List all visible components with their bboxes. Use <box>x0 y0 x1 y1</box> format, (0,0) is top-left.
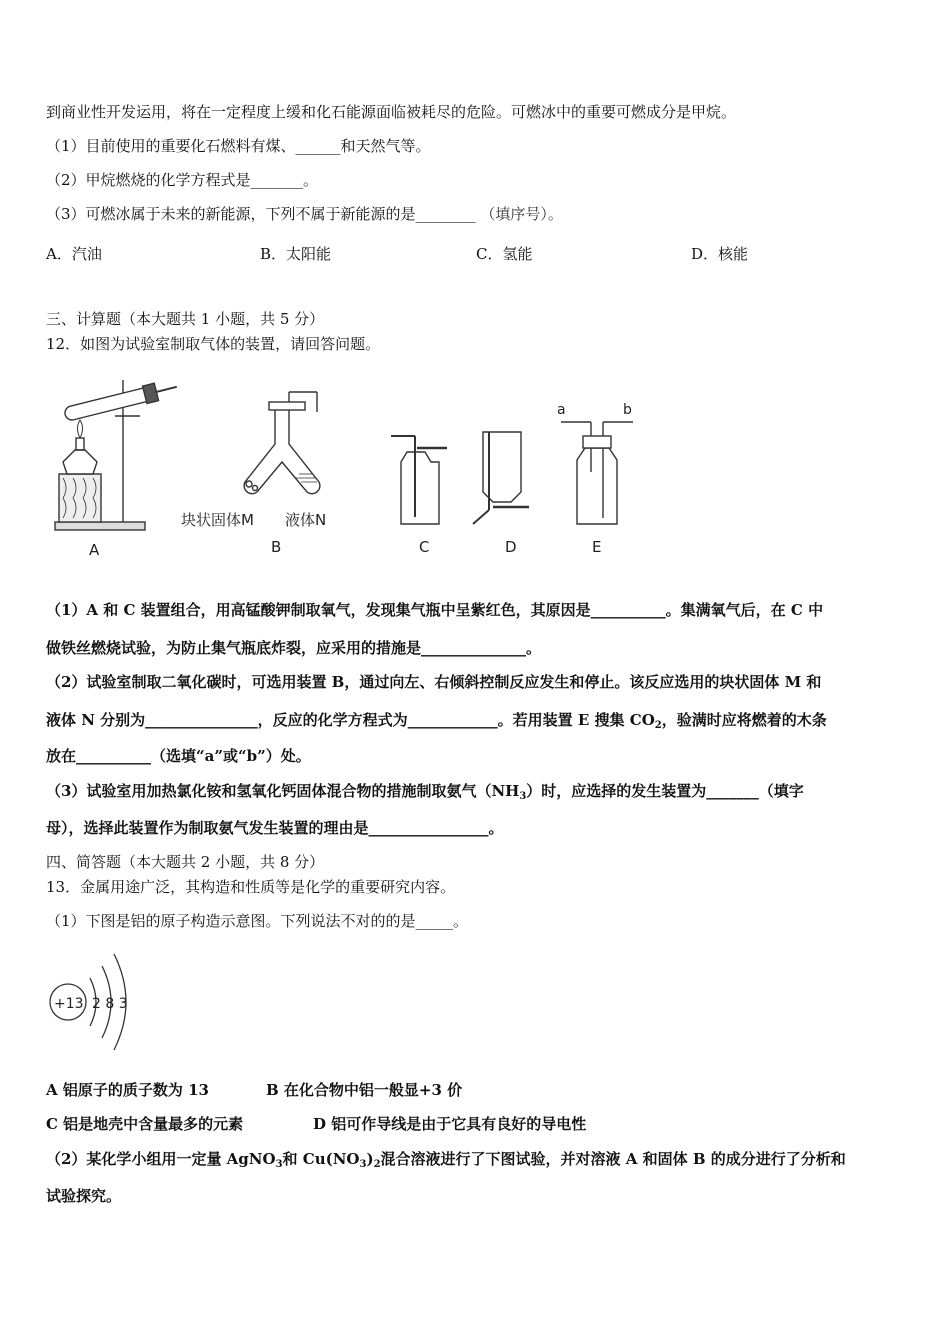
label-liquid-n: 液体N <box>285 511 327 529</box>
q12-part2-line2-sub: 2 <box>654 720 662 731</box>
q13-part2-sub3: 2 <box>373 1159 381 1170</box>
label-e: E <box>592 538 602 556</box>
label-d: D <box>505 538 517 556</box>
q12-stem: 12．如图为试验室制取气体的装置，请回答问题。 <box>46 335 381 353</box>
q12-part3-line2: 母），选择此装置作为制取氨气发生装置的理由是________________。 <box>46 819 504 837</box>
apparatus-b <box>181 392 326 556</box>
q11-intro: 到商业性开发运用，将在一定程度上缓和化石能源面临被耗尽的危险。可燃冰中的重要可燃成分是甲烷。 <box>46 103 737 121</box>
label-a: A <box>89 541 100 559</box>
q13-part2-text: （2）某化学小组用一定量 AgNO <box>46 1150 276 1168</box>
q11-options <box>46 244 906 264</box>
q12-part2-line3: 放在__________（选填“a”或“b”）处。 <box>46 747 311 765</box>
aluminum-atom-diagram <box>46 948 156 1058</box>
q12-part2-line1: （2）试验室制取二氧化碳时，可选用装置 B，通过向左、右倾斜控制反应发生和停止。该反应选用的块状固体 M 和 <box>46 673 822 691</box>
q13-option-c: C 铝是地壳中含量最多的元素 <box>46 1115 244 1133</box>
label-port-b: b <box>623 402 632 418</box>
option-d: D．核能 <box>691 245 749 263</box>
label-port-a: a <box>557 402 566 418</box>
q12-part2-line2-tail: ，验满时应将燃着的木条 <box>661 711 827 729</box>
option-a: A．汽油 <box>46 245 102 263</box>
q13-part1: （1）下图是铝的原子构造示意图。下列说法不对的的是_____。 <box>46 912 469 930</box>
q11-part2: （2）甲烷燃烧的化学方程式是_______。 <box>46 171 319 189</box>
q11-part3-hint: （填序号）。 <box>480 205 563 223</box>
q11-part3 <box>46 204 563 224</box>
q13-part2-mid: 和 Cu(NO <box>282 1150 360 1168</box>
q13-part2-sub2: 3 <box>359 1159 367 1170</box>
label-c: C <box>419 538 430 556</box>
q11-part3-text: （3）可燃冰属于未来的新能源，下列不属于新能源的是________ <box>46 205 476 223</box>
q12-part1-line1: （1）A 和 C 装置组合，用高锰酸钾制取氧气，发现集气瓶中呈紫红色，其原因是__________。集满氧气后，在 C 中 <box>46 601 824 619</box>
q12-part3-line1-text: （3）试验室用加热氯化铵和氢氧化钙固体混合物的措施制取氨气（NH <box>46 782 520 800</box>
q12-part3-line1-sub: 3 <box>519 791 527 802</box>
apparatus-c <box>391 436 447 556</box>
option-b: B．太阳能 <box>260 245 332 263</box>
section4-heading: 四、简答题（本大题共 2 小题，共 8 分） <box>46 853 325 871</box>
q13-option-d: D 铝可作导线是由于它具有良好的导电性 <box>313 1115 587 1133</box>
nucleus-charge: +13 <box>54 996 84 1012</box>
q13-part2-sub1: 3 <box>275 1159 283 1170</box>
label-b: B <box>271 538 282 556</box>
q12-part2-line2-text: 液体 N 分别为_______________，反应的化学方程式为____________。若用装置 E 搜集 CO <box>46 711 655 729</box>
q13-part2-line2: 试验探究。 <box>46 1187 122 1205</box>
apparatus-d <box>473 432 529 556</box>
label-solid-m: 块状固体M <box>181 511 254 529</box>
section3-heading: 三、计算题（本大题共 1 小题，共 5 分） <box>46 310 325 328</box>
q13-part2-tail: 混合溶液进行了下图试验，并对溶液 A 和固体 B 的成分进行了分析和 <box>380 1150 846 1168</box>
apparatus-figure <box>45 372 645 562</box>
q12-part2-line2 <box>46 710 827 736</box>
q13-option-a: A 铝原子的质子数为 13 <box>46 1081 209 1099</box>
q12-part3-line1-tail: ）时，应选择的发生装置为_______（填字 <box>526 782 804 800</box>
apparatus-e <box>557 402 633 556</box>
apparatus-a <box>55 378 179 559</box>
q13-part2-line1 <box>46 1149 846 1175</box>
q13-option-b: B 在化合物中铝一般显+3 价 <box>266 1081 463 1099</box>
electron-shells: 2 8 3 <box>92 996 128 1012</box>
q12-part1-line2: 做铁丝燃烧试验，为防止集气瓶底炸裂，应采用的措施是______________。 <box>46 639 542 657</box>
q13-part2-mid2: ) <box>366 1150 374 1168</box>
option-c: C．氢能 <box>476 245 533 263</box>
q13-stem: 13．金属用途广泛，其构造和性质等是化学的重要研究内容。 <box>46 878 456 896</box>
q12-part3-line1 <box>46 781 804 807</box>
q11-part1: （1）目前使用的重要化石燃料有煤、______和天然气等。 <box>46 137 431 155</box>
